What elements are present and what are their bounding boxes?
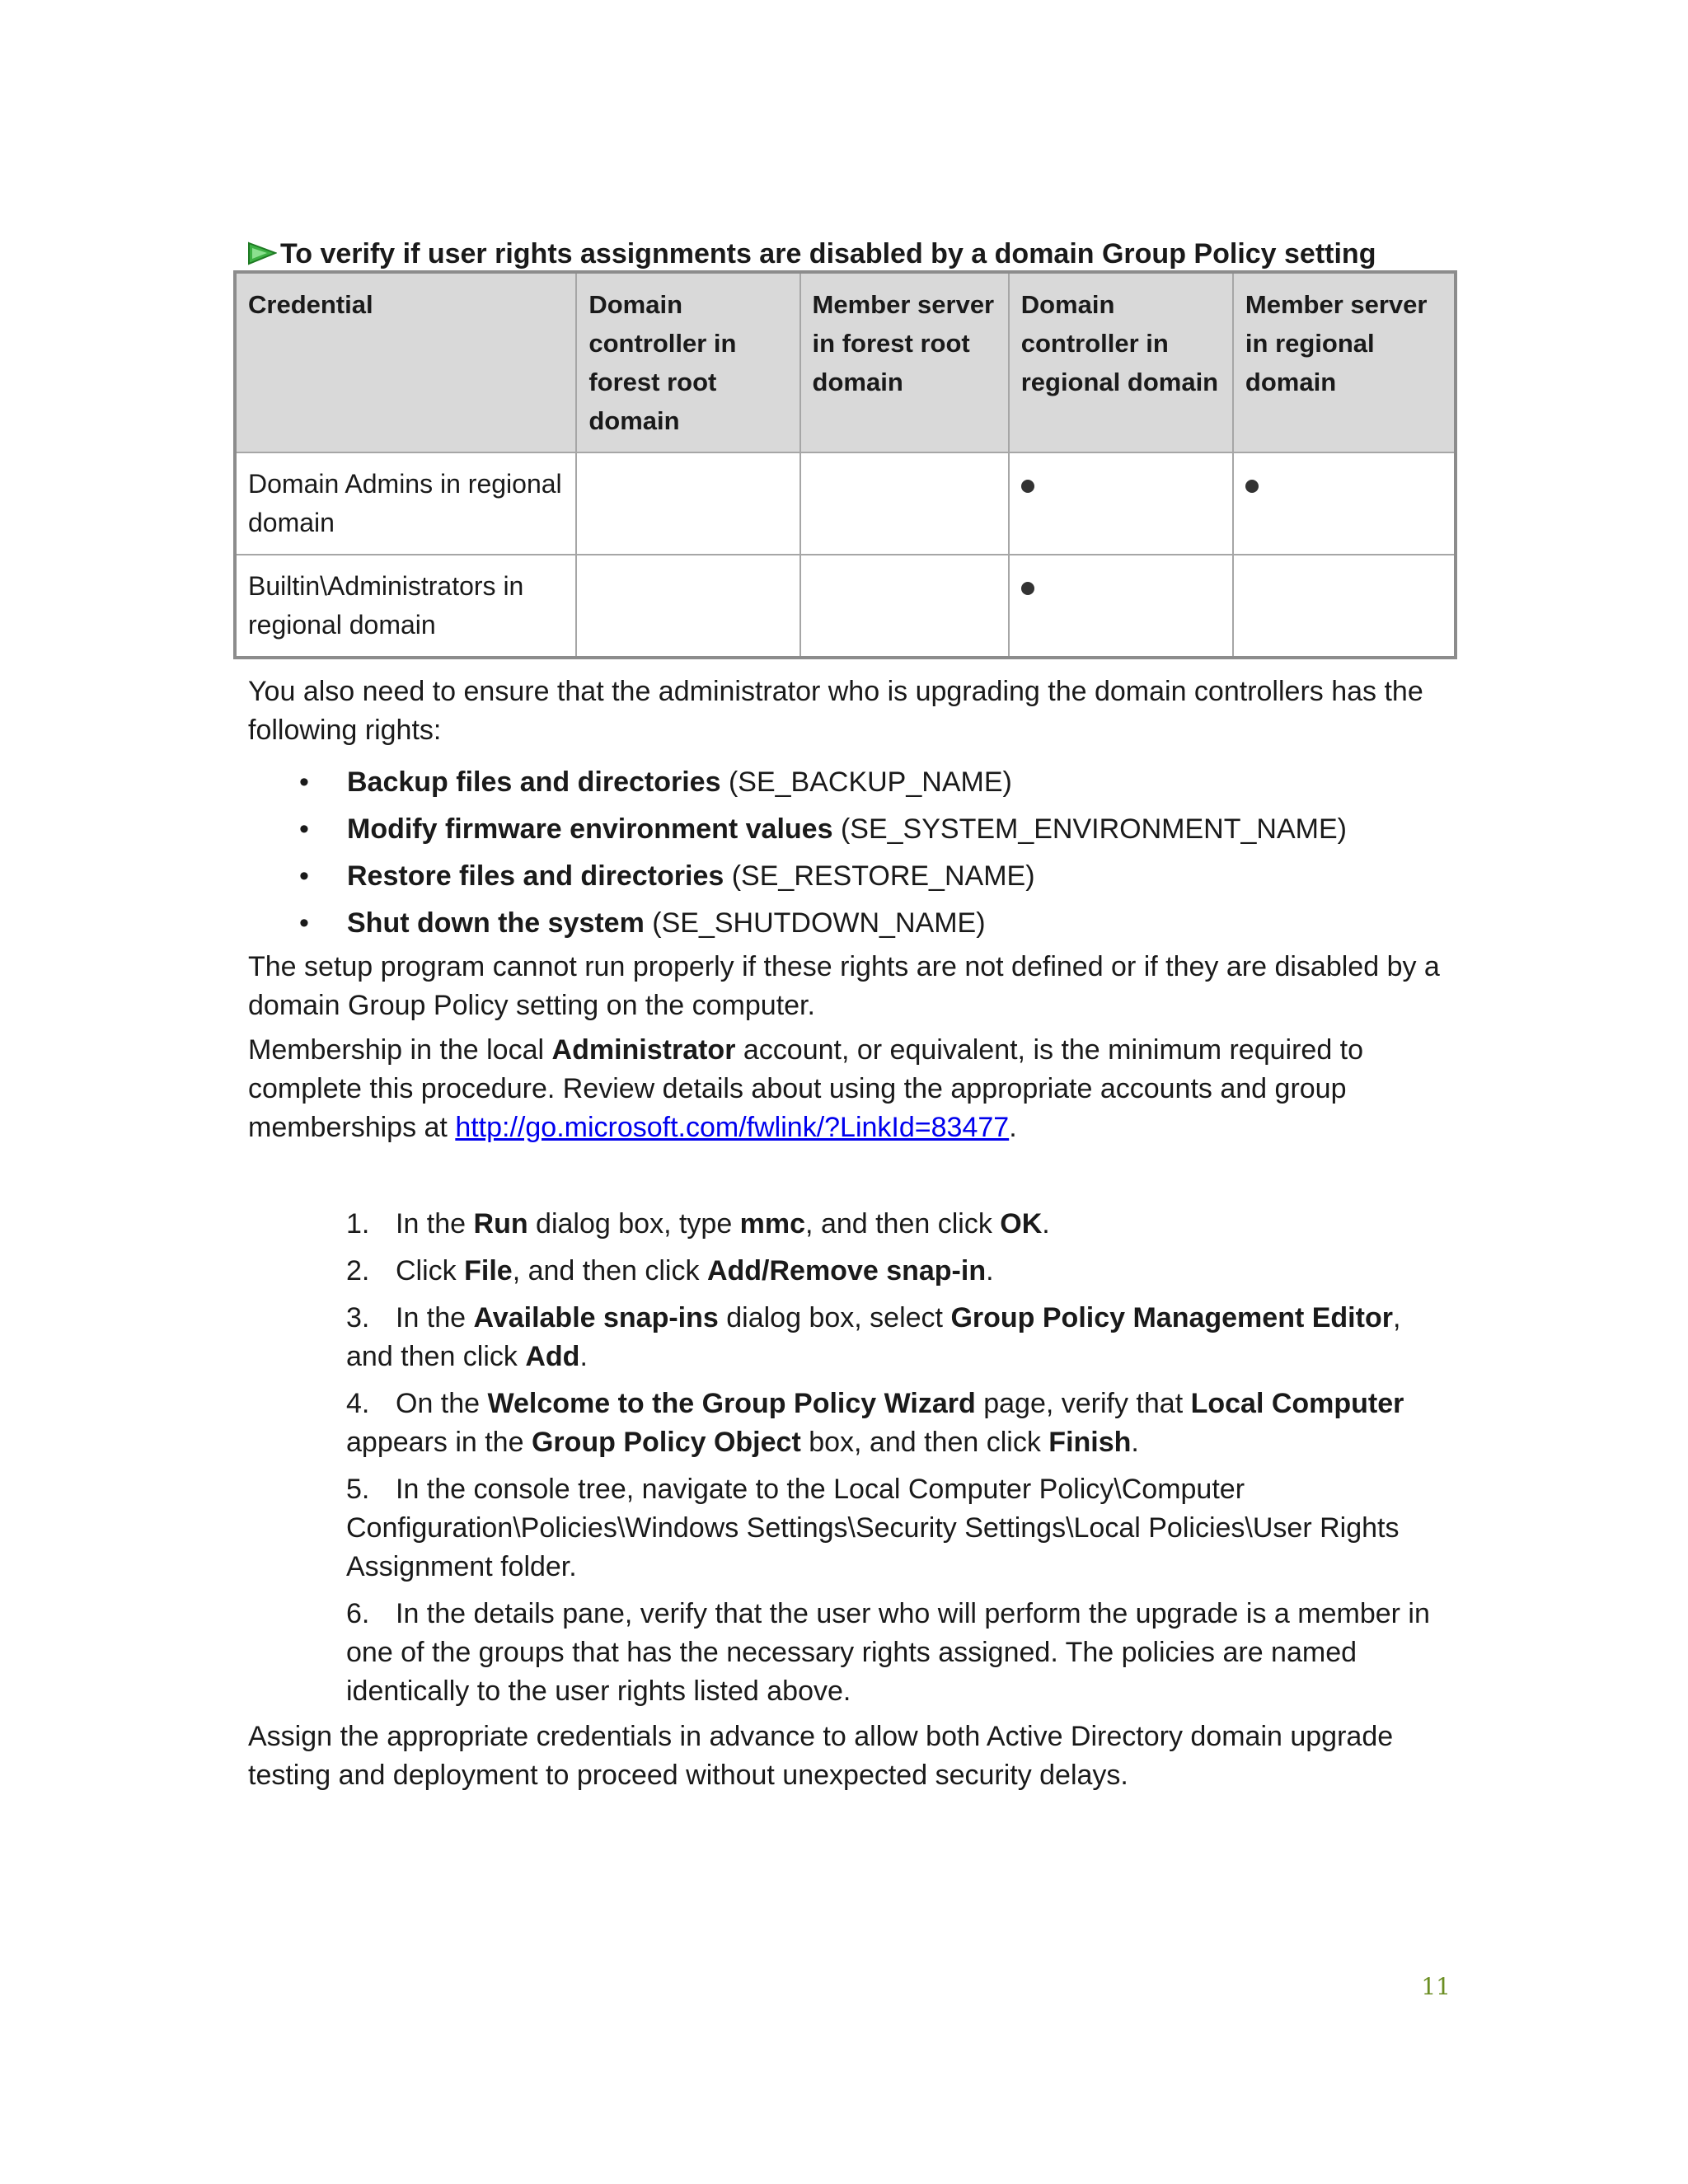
header-member-forest-root: Member server in forest root domain [800, 272, 1009, 452]
step-bold-text: Add/Remove snap-in [706, 1255, 987, 1286]
bullet-dot-icon [1021, 582, 1034, 595]
header-dc-forest-root: Domain controller in forest root domain [576, 272, 799, 452]
membership-pre: Membership in the local [248, 1034, 552, 1066]
step-bold-text: Add [525, 1341, 580, 1372]
step-text: dialog box, type [528, 1208, 740, 1240]
mark-cell [1233, 555, 1456, 658]
step-bold-text: Group Policy Object [531, 1427, 801, 1458]
step-bold-text: Available snap-ins [473, 1302, 719, 1333]
closing-paragraph: Assign the appropriate credentials in advance to allow both Active Directory domain upgrade testing and deployment to proceed without unexpected security delays. [248, 1721, 1394, 1791]
page-number: 11 [1421, 1973, 1451, 2000]
step-text: . [1131, 1427, 1139, 1458]
step-bold-text: OK [1000, 1208, 1043, 1240]
right-name: Shut down the system [347, 907, 645, 939]
step-text: In the [396, 1302, 474, 1333]
right-code: (SE_RESTORE_NAME) [724, 860, 1035, 892]
mark-cell [1009, 555, 1233, 658]
step-text: Click [396, 1255, 465, 1286]
step-number: 4. [346, 1388, 370, 1419]
list-item [248, 810, 1451, 857]
bullet-icon: • [299, 907, 309, 939]
step-number: 2. [346, 1255, 370, 1286]
step-number: 1. [346, 1208, 370, 1240]
header-dc-regional: Domain controller in regional domain [1009, 272, 1233, 452]
bullet-dot-icon [1021, 480, 1034, 493]
right-code: (SE_SHUTDOWN_NAME) [644, 907, 986, 939]
mark-cell [800, 555, 1009, 658]
membership-bold: Administrator [551, 1034, 736, 1066]
bullet-icon: • [299, 813, 309, 845]
mark-cell [576, 452, 799, 555]
table-row [235, 555, 1456, 658]
mark-cell [576, 555, 799, 658]
intro-paragraph: You also need to ensure that the administrator who is upgrading the domain controllers has the following rights: [248, 676, 1423, 746]
bullet-icon: • [299, 860, 309, 892]
step-bold-text: Local Computer [1190, 1388, 1404, 1419]
credential-cell: Domain Admins in regional domain [235, 452, 576, 555]
membership-end: . [1009, 1112, 1017, 1143]
step-text: . [986, 1255, 994, 1286]
bullet-icon: • [299, 766, 309, 798]
step-number: 5. [346, 1474, 370, 1505]
right-name: Modify firmware environment values [347, 813, 833, 845]
step-text: In the [396, 1208, 474, 1240]
procedure-step [346, 1595, 1451, 1711]
procedure-step [346, 1299, 1451, 1376]
header-member-regional: Member server in regional domain [1233, 272, 1456, 452]
list-item [248, 857, 1451, 904]
list-item [248, 763, 1451, 810]
list-item [248, 904, 1451, 951]
right-code: (SE_SYSTEM_ENVIRONMENT_NAME) [832, 813, 1347, 845]
step-bold-text: Welcome to the Group Policy Wizard [487, 1388, 976, 1419]
heading-text: To verify if user rights assignments are disabled by a domain Group Policy setting [280, 238, 1376, 269]
step-text: , and then click [805, 1208, 1001, 1240]
mark-cell [1009, 452, 1233, 555]
procedure-step [346, 1205, 1451, 1244]
rights-list [248, 763, 1451, 951]
step-text: In the console tree, navigate to the Local Computer Policy\Computer Configuration\Policies\Windows Settings\Security Settings\Local Policies\User Rights Assignment folder. [346, 1474, 1400, 1582]
membership-post: account, or equivalent, is the minimum required to complete this procedure. Review details about using the appropriate accounts and group memberships at [248, 1034, 1364, 1143]
table-header-row [235, 272, 1456, 452]
step-text: On the [396, 1388, 488, 1419]
procedure-step [346, 1470, 1451, 1586]
step-text: , and then click [346, 1302, 1401, 1372]
credential-cell: Builtin\Administrators in regional domain [235, 555, 576, 658]
step-text: page, verify that [975, 1388, 1191, 1419]
step-text: In the details pane, verify that the user who will perform the upgrade is a member in one of the groups that has the necessary rights assigned. The policies are named identically to the user rights listed above. [346, 1598, 1430, 1707]
step-bold-text: mmc [739, 1208, 806, 1240]
step-text: box, and then click [800, 1427, 1049, 1458]
mark-cell [1233, 452, 1456, 555]
right-code: (SE_BACKUP_NAME) [720, 766, 1012, 798]
right-name: Backup files and directories [347, 766, 721, 798]
step-number: 6. [346, 1598, 370, 1629]
mark-cell [800, 452, 1009, 555]
bullet-dot-icon [1245, 480, 1259, 493]
step-bold-text: Group Policy Management Editor [950, 1302, 1393, 1333]
step-number: 3. [346, 1302, 370, 1333]
procedure-step [346, 1385, 1451, 1462]
right-name: Restore files and directories [347, 860, 724, 892]
table-row [235, 452, 1456, 555]
step-text: appears in the [346, 1427, 532, 1458]
credentials-table [233, 270, 1457, 659]
setup-note-paragraph: The setup program cannot run properly if these rights are not defined or if they are disabled by a domain Group Policy setting on the computer. [248, 951, 1440, 1021]
procedure-step [346, 1252, 1451, 1291]
step-text: . [1042, 1208, 1050, 1240]
header-credential: Credential [235, 272, 576, 452]
membership-paragraph [248, 1031, 1451, 1147]
step-text: . [579, 1341, 588, 1372]
step-text: , and then click [512, 1255, 707, 1286]
step-bold-text: Finish [1048, 1427, 1132, 1458]
step-bold-text: File [464, 1255, 513, 1286]
step-bold-text: Run [473, 1208, 528, 1240]
fwlink-link[interactable]: http://go.microsoft.com/fwlink/?LinkId=83477 [455, 1112, 1010, 1143]
procedure-steps [346, 1205, 1451, 1719]
step-text: dialog box, select [718, 1302, 951, 1333]
